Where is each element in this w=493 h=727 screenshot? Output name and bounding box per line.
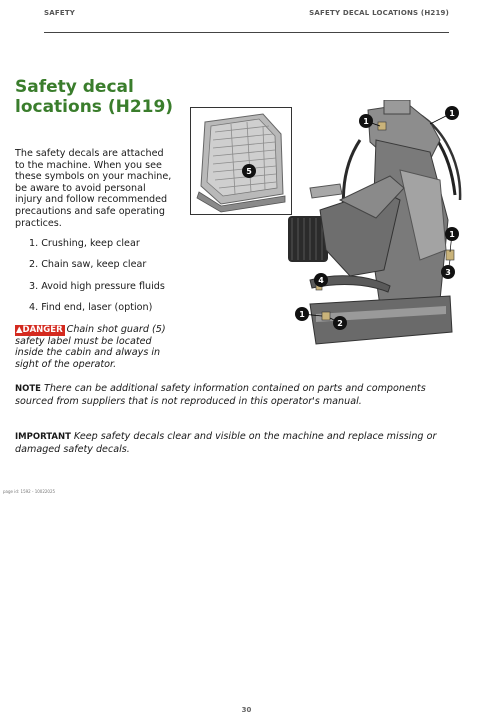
note-text: There can be additional safety information contained on parts and components sourced from suppliers that is not reproduced in this operator's manual. <box>15 383 426 407</box>
header-section-label: SAFETY <box>44 9 76 17</box>
callout-3: 3 <box>445 268 451 277</box>
page-number: 30 <box>241 706 252 714</box>
list-item: 1. Crushing, keep clear <box>29 238 140 249</box>
danger-message <box>15 324 180 370</box>
callout-1-right: 1 <box>449 230 455 239</box>
list-item: 2. Chain saw, keep clear <box>29 259 147 271</box>
callout-1-bottom-left: 1 <box>299 310 305 319</box>
decal-list <box>29 238 165 323</box>
callout-5-label: 5 <box>246 167 252 176</box>
danger-badge-label: DANGER <box>22 325 63 335</box>
header-chapter-label: SAFETY DECAL LOCATIONS (H219) <box>309 9 449 17</box>
callout-4: 4 <box>318 276 324 285</box>
note-label: NOTE <box>15 384 41 394</box>
callout-2: 2 <box>337 319 343 328</box>
harvester-head-illustration <box>280 100 470 352</box>
list-item: 4. Find end, laser (option) <box>29 301 153 313</box>
danger-badge <box>15 325 65 336</box>
note-block <box>15 383 465 407</box>
important-text: Keep safety decals clear and visible on the machine and replace missing or damaged safety decals. <box>15 431 437 455</box>
important-block <box>15 431 465 455</box>
inset-chain-shot-guard <box>190 107 292 215</box>
warning-triangle-icon: ▲ <box>16 325 23 335</box>
important-label: IMPORTANT <box>15 432 71 442</box>
callout-1-top-left: 1 <box>363 117 369 126</box>
callout-1-top-right: 1 <box>449 109 455 118</box>
danger-text: Chain shot guard (5) safety label must be located inside the cabin and always in sight of the operator. <box>15 324 166 370</box>
page-title: Safety decal locations (H219) <box>15 77 174 117</box>
chain-shot-guard-illustration <box>191 108 290 213</box>
page-id: page id: 1592 - 10022025 <box>3 489 56 494</box>
list-item: 3. Avoid high pressure fluids <box>29 280 165 292</box>
intro-paragraph: The safety decals are attached to the machine. When you see these symbols on your machine, be aware to avoid personal injury and follow recommended precautions and safe operating practices. <box>15 148 172 229</box>
header-divider <box>44 32 449 33</box>
